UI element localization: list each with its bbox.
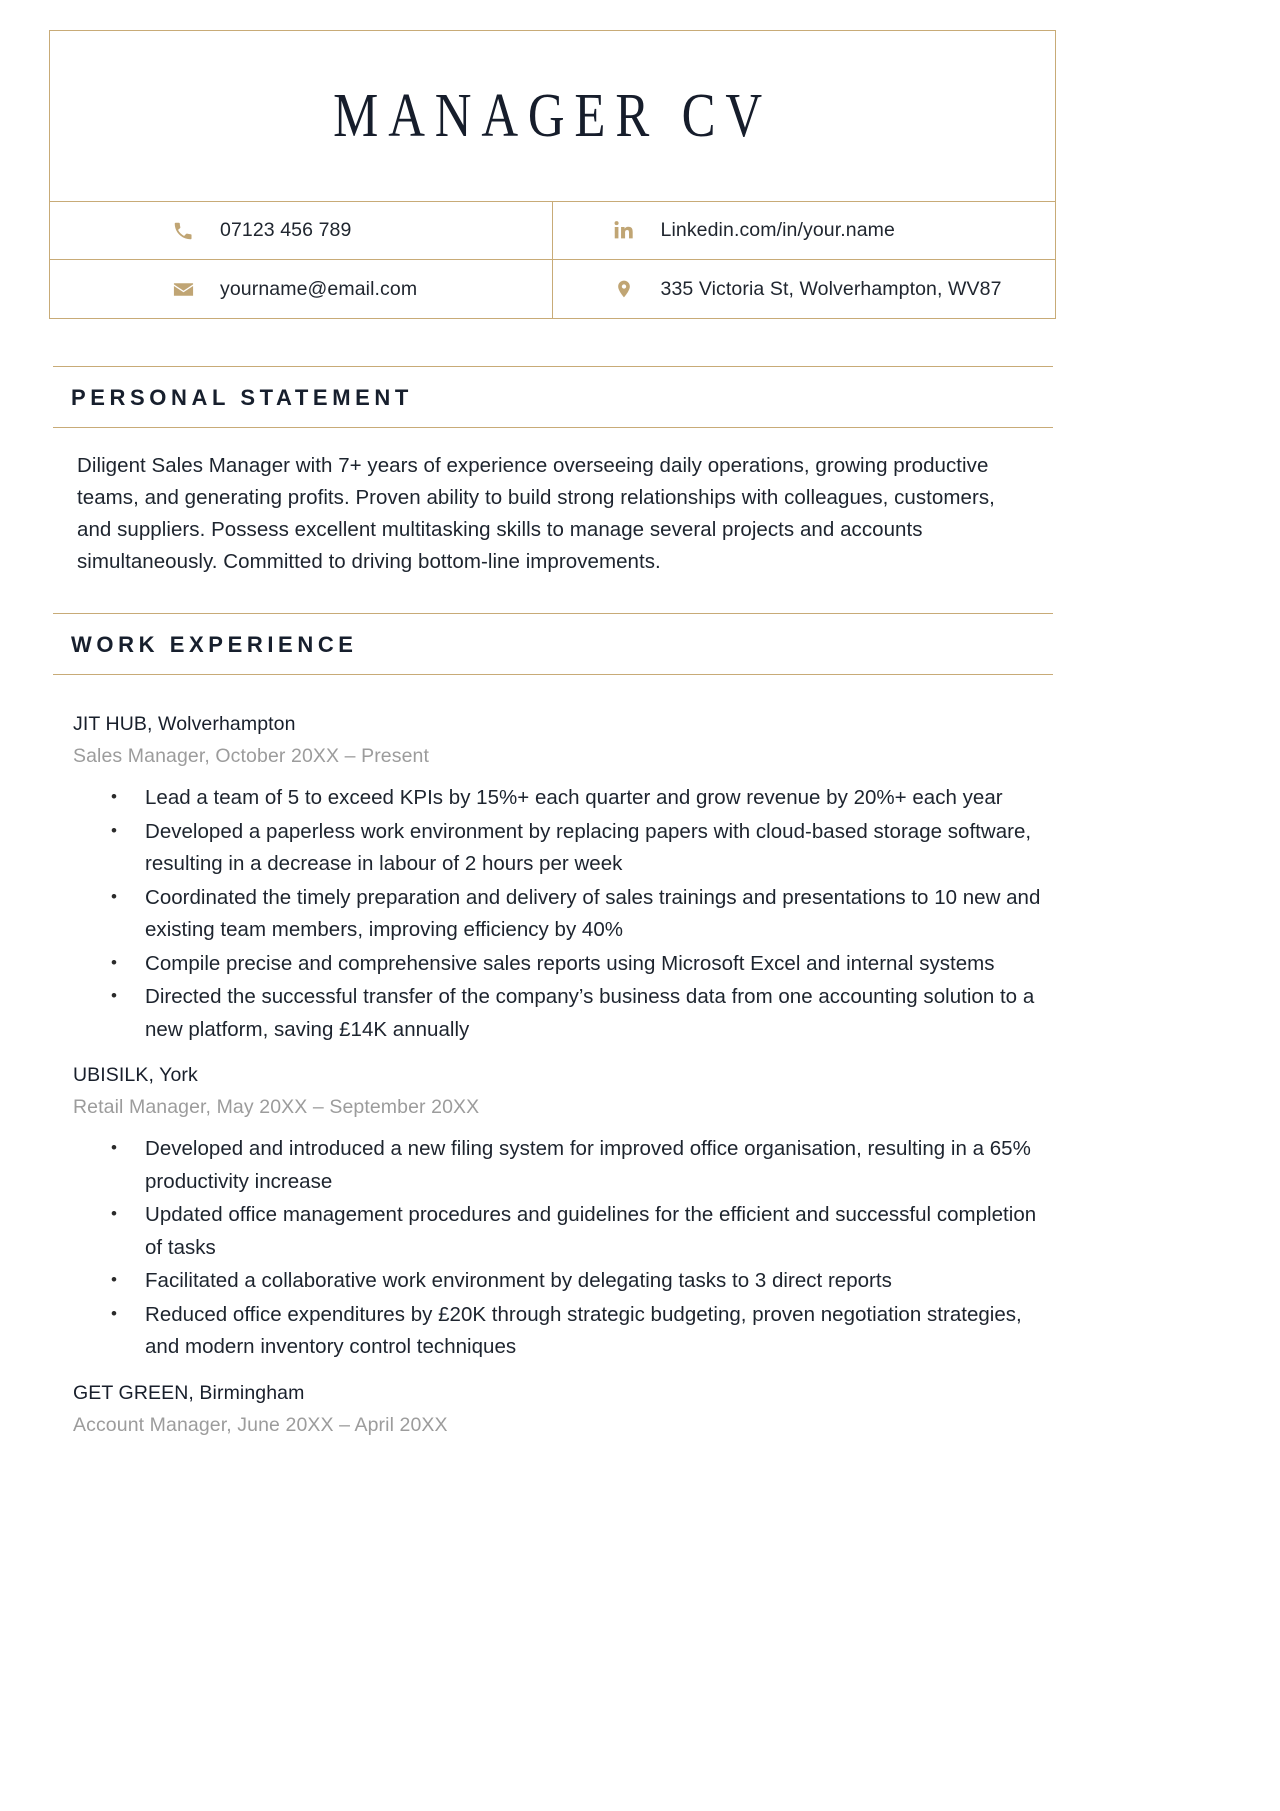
title-area — [50, 31, 1055, 202]
job-bullet: • Updated office management procedures and guidelines for the efficient and successful completion of tasks — [73, 1199, 1053, 1264]
job-bullet-list — [73, 1133, 1053, 1364]
personal-statement-body: Diligent Sales Manager with 7+ years of experience overseeing daily operations, growing productive teams, and generating profits. Proven ability to build strong relationships with colleagues, customers, and suppliers. Possess excellent multitasking skills to manage several projects and accounts simultaneously. Committed to driving bottom-line improvements. — [77, 454, 995, 573]
location-pin-icon — [611, 276, 637, 302]
email-icon — [170, 276, 196, 302]
job-entry — [73, 1382, 1053, 1437]
job-bullet: • Directed the successful transfer of the company’s business data from one accounting solution to a new platform, saving £14K annually — [73, 981, 1053, 1046]
job-entry — [73, 713, 1053, 1046]
contact-item-address[interactable] — [553, 260, 1056, 318]
page-title: MANAGER CV — [333, 81, 772, 150]
work-experience-list — [53, 675, 1053, 1437]
job-role-dates: Sales Manager, October 20XX – Present — [73, 745, 429, 767]
job-bullet-list — [73, 782, 1053, 1046]
contact-item-linkedin[interactable] — [553, 202, 1056, 260]
job-role-dates: Account Manager, June 20XX – April 20XX — [73, 1413, 448, 1436]
job-company: JIT HUB, Wolverhampton — [73, 713, 296, 735]
section-work-experience — [53, 613, 1053, 1441]
job-bullet: • Facilitated a collaborative work environment by delegating tasks to 3 direct reports — [73, 1265, 1053, 1298]
contact-item-phone[interactable] — [50, 202, 553, 260]
contact-grid — [50, 202, 1055, 318]
job-company: UBISILK, York — [73, 1064, 198, 1086]
cv-header — [49, 30, 1056, 319]
job-bullet: • Lead a team of 5 to exceed KPIs by 15%+ each quarter and grow revenue by 20%+ each year — [73, 782, 1053, 815]
job-entry — [73, 1064, 1053, 1364]
contact-phone-text: 07123 456 789 — [220, 219, 352, 241]
contact-linkedin-text: Linkedin.com/in/your.name — [660, 219, 895, 241]
job-company: GET GREEN, Birmingham — [73, 1381, 305, 1404]
job-bullet: • Compile precise and comprehensive sales reports using Microsoft Excel and internal systems — [73, 948, 1053, 981]
contact-address-text: 335 Victoria St, Wolverhampton, WV87 — [660, 277, 1002, 300]
section-heading-personal-statement: PERSONAL STATEMENT — [71, 385, 413, 410]
job-bullet: • Developed and introduced a new filing system for improved office organisation, resulting in a 65% productivity increase — [73, 1133, 1053, 1198]
section-heading-work-experience: WORK EXPERIENCE — [71, 632, 358, 657]
linkedin-icon — [611, 218, 637, 244]
job-bullet: • Coordinated the timely preparation and delivery of sales trainings and presentations to 10 new and existing team members, improving efficiency by 40% — [73, 882, 1053, 947]
phone-icon — [170, 218, 196, 244]
contact-email-text: yourname@email.com — [220, 277, 418, 300]
section-personal-statement — [53, 366, 1053, 578]
job-role-dates: Retail Manager, May 20XX – September 20XX — [73, 1096, 480, 1118]
contact-item-email[interactable] — [50, 260, 553, 318]
job-bullet: • Developed a paperless work environment by replacing papers with cloud-based storage software, resulting in a decrease in labour of 2 hours per week — [73, 816, 1053, 881]
job-bullet: • Reduced office expenditures by £20K through strategic budgeting, proven negotiation strategies, and modern inventory control techniques — [73, 1299, 1053, 1364]
